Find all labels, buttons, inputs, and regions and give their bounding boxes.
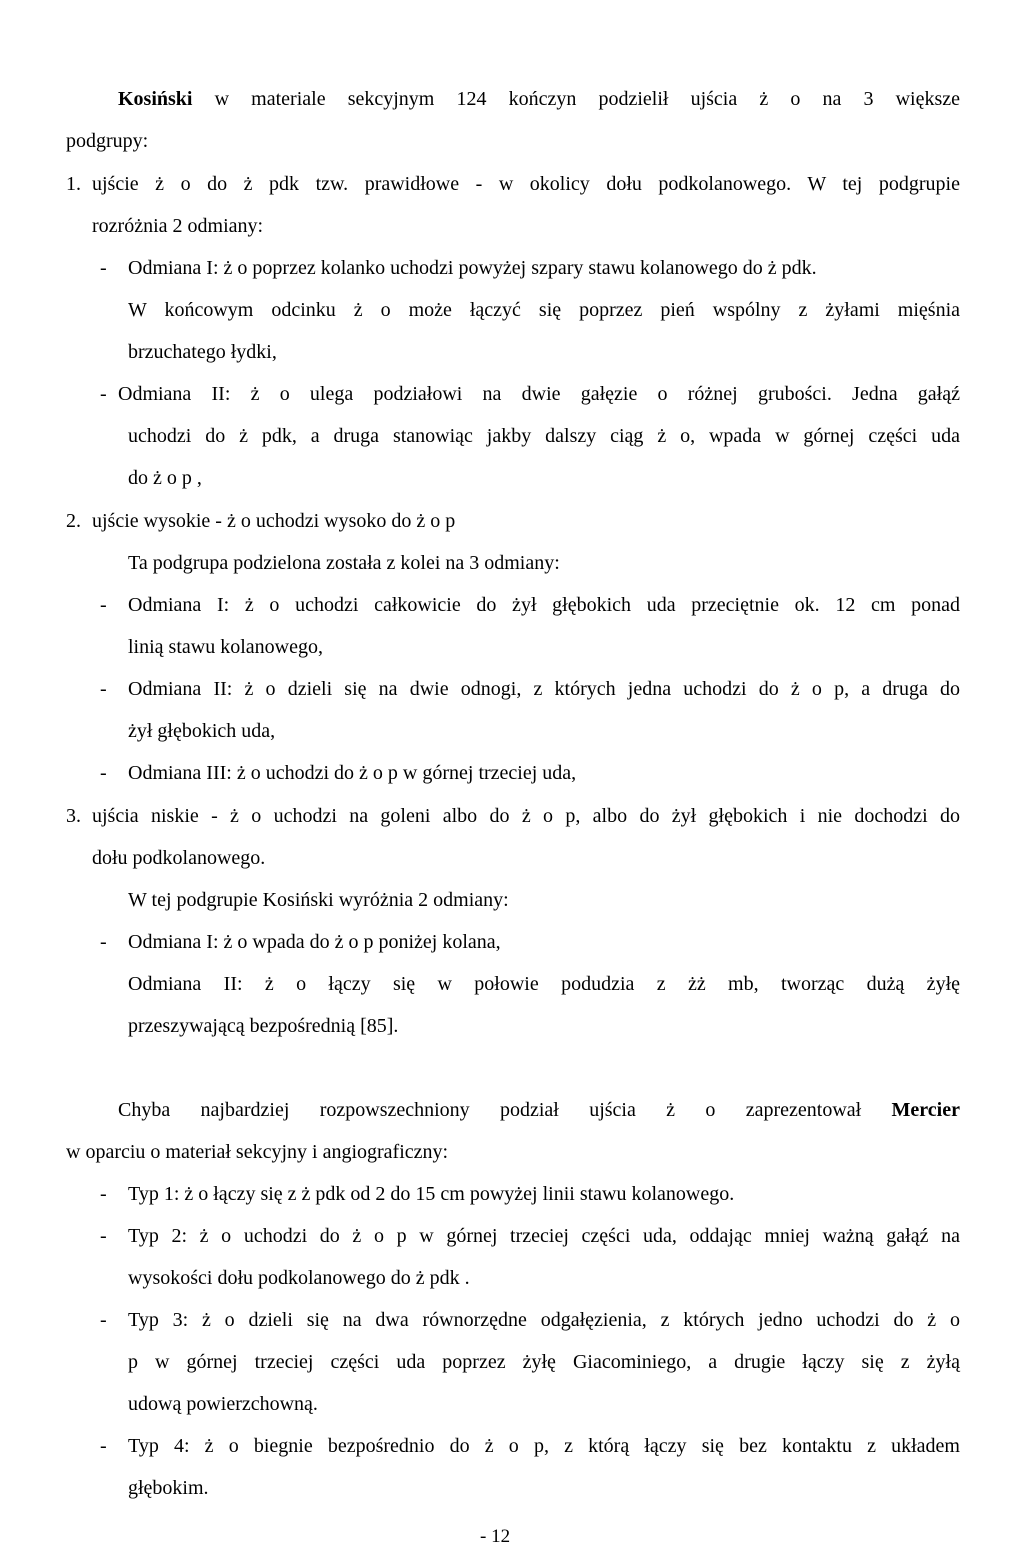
- group-1-line-2: rozróżnia 2 odmiany:: [92, 215, 264, 237]
- group-2-line-2: Ta podgrupa podzielona została z kolei na 3 odmiany:: [128, 552, 560, 574]
- group-3-variant-1-line: Odmiana I: ż o wpada do ż o p poniżej kolana,: [128, 931, 501, 953]
- list-dash: -: [100, 1183, 107, 1205]
- group-1-variant-2-line-1: Odmiana II: ż o ulega podziałowi na dwie gałęzie o różnej grubości. Jedna gałąź: [118, 383, 960, 405]
- group-2-variant-1-line-1: Odmiana I: ż o uchodzi całkowicie do żył głębokich uda przeciętnie ok. 12 cm ponad: [128, 594, 960, 616]
- group-1-variant-1-line-3: brzuchatego łydki,: [128, 341, 277, 363]
- group-1-variant-2-line-3: do ż o p ,: [128, 467, 202, 489]
- group-2-line-1: ujście wysokie - ż o uchodzi wysoko do ż o p: [92, 510, 456, 532]
- list-dash: -: [100, 594, 107, 616]
- page-number: - 12: [480, 1526, 511, 1547]
- intro-line-2: podgrupy:: [66, 130, 149, 152]
- group-3-variant-2-line-1: Odmiana II: ż o łączy się w połowie podudzia z żż mb, tworząc dużą żyłę: [128, 973, 960, 995]
- group-1-variant-1-line-1: Odmiana I: ż o poprzez kolanko uchodzi powyżej szpary stawu kolanowego do ż pdk.: [128, 257, 817, 279]
- group-2-variant-2-line-2: żył głębokich uda,: [128, 720, 276, 742]
- mercier-type-3-line-3: udową powierzchowną.: [128, 1393, 318, 1415]
- group-3-line-3: W tej podgrupie Kosiński wyróżnia 2 odmiany:: [128, 889, 509, 911]
- group-3-number: 3.: [66, 805, 81, 827]
- group-3-line-2: dołu podkolanowego.: [92, 847, 266, 869]
- list-dash: -: [100, 931, 107, 953]
- group-3-line-1: ujścia niskie - ż o uchodzi na goleni albo do ż o p, albo do żył głębokich i nie dochodzi do: [92, 805, 960, 827]
- mercier-type-4-line-1: Typ 4: ż o biegnie bezpośrednio do ż o p, z którą łączy się bez kontaktu z układem: [128, 1435, 960, 1457]
- mercier-type-1-line-1: Typ 1: ż o łączy się z ż pdk od 2 do 15 cm powyżej linii stawu kolanowego.: [128, 1183, 735, 1205]
- mercier-line-2: w oparciu o materiał sekcyjny i angiograficzny:: [66, 1141, 449, 1163]
- group-2-variant-2-line-1: Odmiana II: ż o dzieli się na dwie odnogi, z których jedna uchodzi do ż o p, a druga do: [128, 678, 960, 700]
- group-3-variant-2-line-2: przeszywającą bezpośrednią [85].: [128, 1015, 399, 1037]
- list-dash: -: [100, 383, 107, 405]
- mercier-line-1: [118, 1097, 960, 1123]
- mercier-type-2-line-2: wysokości dołu podkolanowego do ż pdk .: [128, 1267, 470, 1289]
- group-1-variant-1-line-2: W końcowym odcinku ż o może łączyć się poprzez pień wspólny z żyłami mięśnia: [128, 299, 960, 321]
- list-dash: -: [100, 1309, 107, 1331]
- mercier-line-1-text: Chyba najbardziej rozpowszechniony podział ujścia ż o zaprezentował: [118, 1099, 892, 1121]
- intro-line-1-text: w materiale sekcyjnym 124 kończyn podzielił ujścia ż o na 3 większe: [192, 88, 960, 110]
- group-1-line-1: ujście ż o do ż pdk tzw. prawidłowe - w okolicy dołu podkolanowego. W tej podgrupie: [92, 173, 960, 195]
- author-mercier: Mercier: [891, 1099, 960, 1121]
- intro-line-1: [118, 86, 960, 112]
- mercier-type-4-line-2: głębokim.: [128, 1477, 209, 1499]
- mercier-type-3-line-1: Typ 3: ż o dzieli się na dwa równorzędne odgałęzienia, z których jedno uchodzi do ż o: [128, 1309, 960, 1331]
- mercier-type-3-line-2: p w górnej trzeciej części uda poprzez żyłę Giacominiego, a drugie łączy się z żyłą: [128, 1351, 960, 1373]
- mercier-type-2-line-1: Typ 2: ż o uchodzi do ż o p w górnej trzeciej części uda, oddając mniej ważną gałąź na: [128, 1225, 960, 1247]
- list-dash: -: [100, 1435, 107, 1457]
- author-kosinski: Kosiński: [118, 88, 193, 110]
- list-dash: -: [100, 1225, 107, 1247]
- list-dash: -: [100, 762, 107, 784]
- group-2-variant-3-line-1: Odmiana III: ż o uchodzi do ż o p w górnej trzeciej uda,: [128, 762, 577, 784]
- list-dash: -: [100, 257, 107, 279]
- list-dash: -: [100, 678, 107, 700]
- group-2-variant-1-line-2: linią stawu kolanowego,: [128, 636, 323, 658]
- group-2-number: 2.: [66, 510, 81, 532]
- group-1-variant-2-line-2: uchodzi do ż pdk, a druga stanowiąc jakby dalszy ciąg ż o, wpada w górnej części uda: [128, 425, 960, 447]
- group-1-number: 1.: [66, 173, 81, 195]
